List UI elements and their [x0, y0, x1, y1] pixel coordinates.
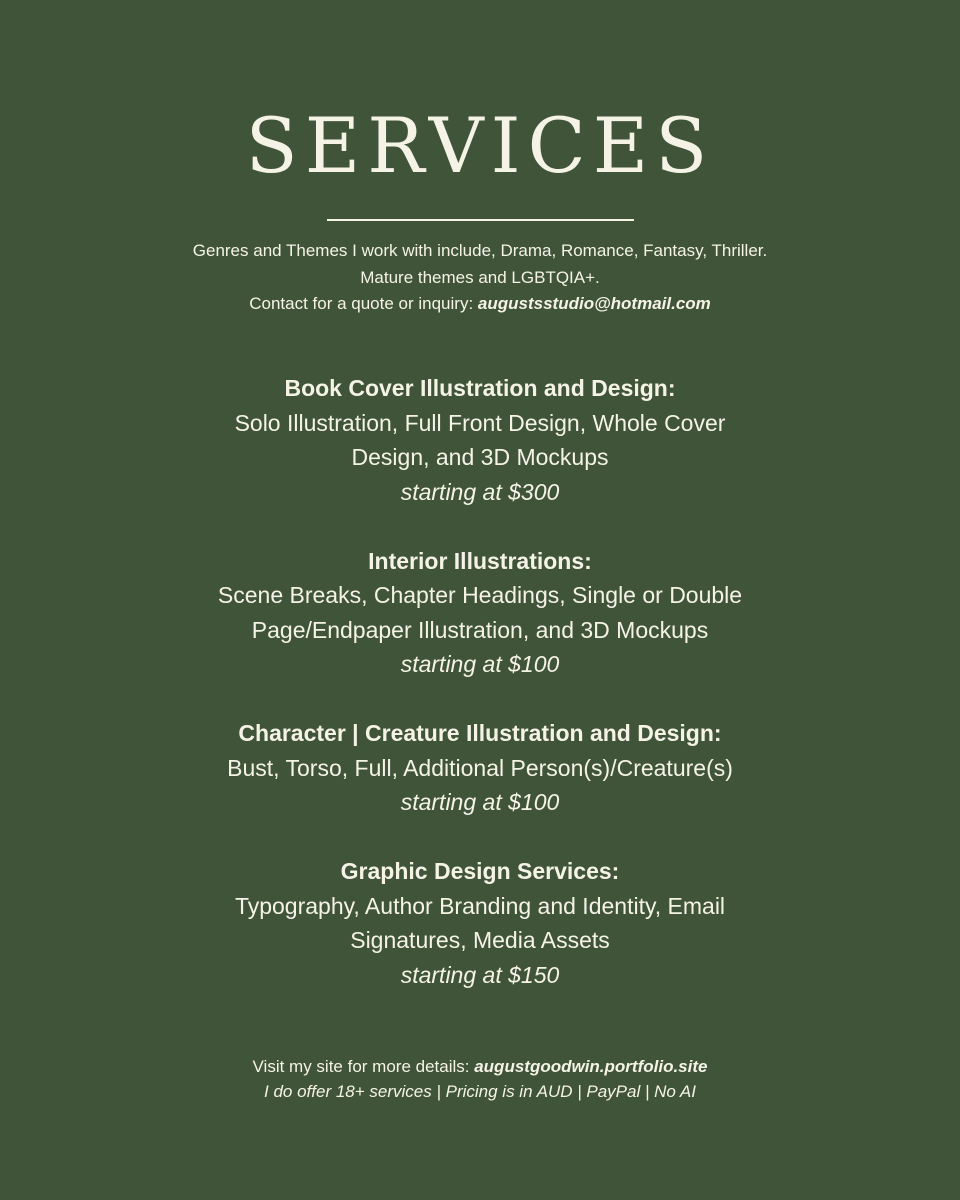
site-line [60, 1054, 900, 1079]
service-description-line: Scene Breaks, Chapter Headings, Single or Double [217, 582, 743, 608]
service-book-cover [60, 371, 900, 509]
service-description-line: Typography, Author Branding and Identity, Email [234, 892, 726, 919]
service-price: starting at $150 [400, 961, 560, 988]
service-graphic-design [60, 854, 900, 992]
title-divider [327, 219, 634, 221]
service-character-creature [60, 716, 900, 820]
contact-email-link[interactable]: augustsstudio@hotmail.com [477, 294, 711, 313]
themes-line: Mature themes and LGBTQIA+. [360, 267, 600, 287]
service-price: starting at $300 [400, 478, 560, 505]
portfolio-site-link[interactable]: augustgoodwin.portfolio.site [474, 1057, 708, 1076]
footer [60, 1054, 900, 1104]
genres-line: Genres and Themes I work with include, Drama, Romance, Fantasy, Thriller. [192, 241, 768, 260]
service-heading: Interior Illustrations: [368, 547, 592, 574]
service-interior-illustrations [60, 544, 900, 682]
service-price: starting at $100 [400, 789, 560, 815]
site-label: Visit my site for more details: [252, 1057, 475, 1076]
service-price: starting at $100 [400, 651, 560, 677]
service-description-line: Bust, Torso, Full, Additional Person(s)/Creature(s) [227, 754, 733, 781]
service-description-line: Design, and 3D Mockups [351, 444, 609, 470]
services-list [60, 371, 900, 1027]
footer-note: I do offer 18+ services | Pricing is in AUD | PayPal | No AI [264, 1082, 696, 1101]
service-heading: Graphic Design Services: [340, 858, 620, 884]
service-heading: Book Cover Illustration and Design: [284, 375, 676, 401]
service-description-line: Signatures, Media Assets [350, 927, 610, 953]
contact-line [60, 291, 900, 318]
intro-text [60, 238, 900, 318]
service-description-line: Page/Endpaper Illustration, and 3D Mockups [251, 616, 709, 643]
contact-label: Contact for a quote or inquiry: [249, 294, 478, 313]
page-title: SERVICES [245, 101, 715, 190]
service-description-line: Solo Illustration, Full Front Design, Whole Cover [234, 409, 726, 436]
service-heading: Character | Creature Illustration and Design: [238, 720, 722, 746]
